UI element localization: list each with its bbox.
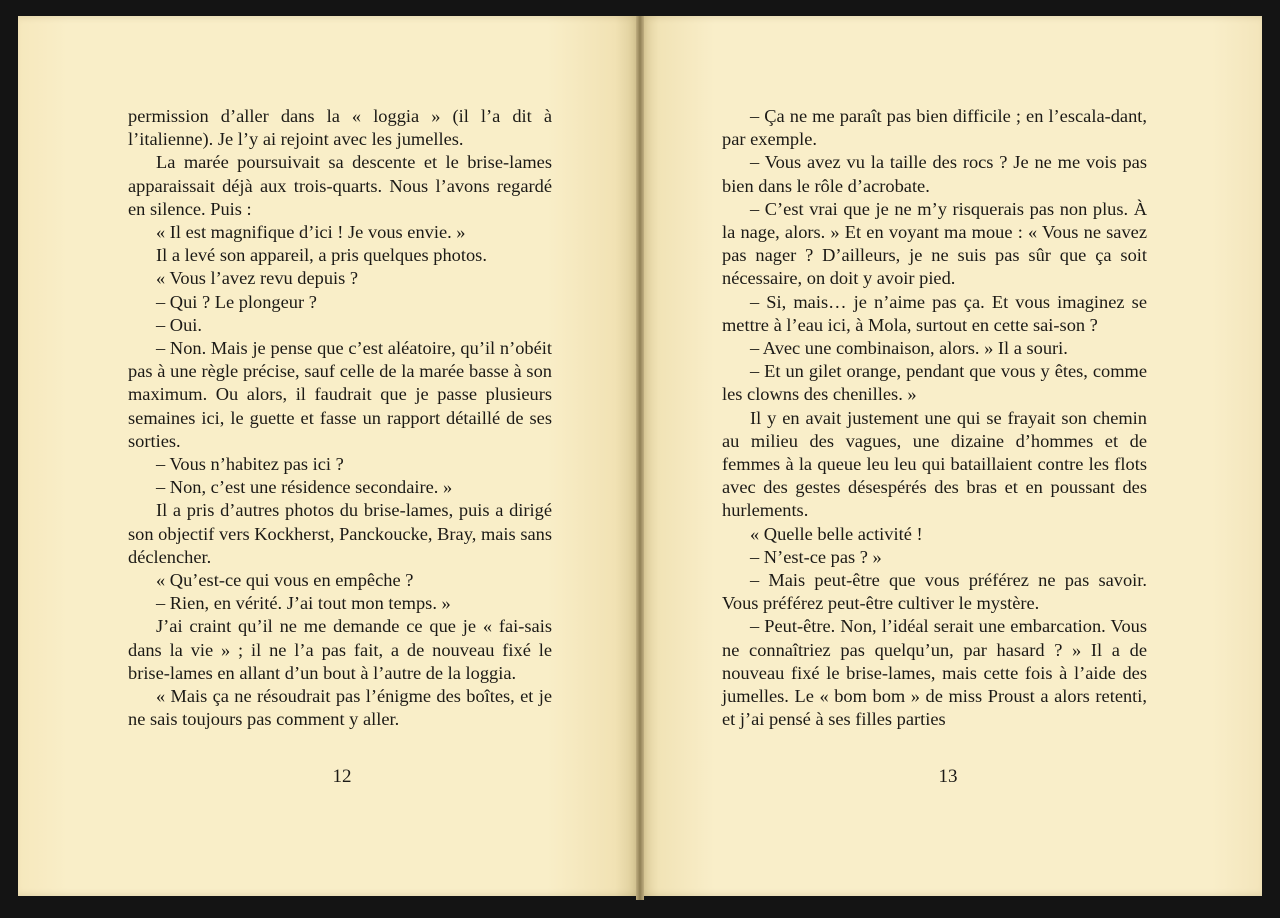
paragraph: – Vous avez vu la taille des rocs ? Je ne me vois pas bien dans le rôle d’acrobate.	[722, 152, 1147, 196]
paragraph: « Qu’est-ce qui vous en empêche ?	[156, 570, 414, 591]
right-page-text	[722, 105, 1147, 731]
paragraph: « Mais ça ne résoudrait pas l’énigme des boîtes, et je ne sais toujours pas comment y aller.	[128, 686, 552, 730]
right-page-number: 13	[938, 766, 958, 787]
left-page	[18, 16, 640, 896]
paragraph: – Oui.	[156, 314, 202, 335]
right-page	[640, 16, 1262, 896]
paragraph: Il a levé son appareil, a pris quelques photos.	[156, 245, 487, 266]
book-spread	[18, 16, 1264, 900]
paragraph: – Peut-être. Non, l’idéal serait une embarcation. Vous ne connaîtriez pas quelqu’un, par hasard ? » Il a de nouveau fixé le brise-lames, mais cette fois à l’aide des jumelles. Le « bom bom » de miss Proust a alors retenti, et j’ai pensé à ses filles parties	[722, 616, 1147, 730]
paragraph: « Quelle belle activité !	[750, 523, 923, 544]
paragraph: – Ça ne me paraît pas bien difficile ; en l’escala-dant, par exemple.	[722, 106, 1147, 150]
paragraph: Il a pris d’autres photos du brise-lames, puis a dirigé son objectif vers Kockherst, Panckoucke, Bray, mais sans déclencher.	[128, 500, 552, 567]
paragraph: – Non. Mais je pense que c’est aléatoire, qu’il n’obéit pas à une règle précise, sauf celle de la marée basse à son maximum. Ou alors, il faudrait que je passe plusieurs semaines ici, le guette et fasse un rapport détaillé de ses sorties.	[128, 338, 552, 451]
paragraph: – Qui ? Le plongeur ?	[156, 291, 317, 312]
paragraph: – Vous n’habitez pas ici ?	[156, 454, 344, 475]
book-gutter	[636, 16, 644, 900]
left-page-number: 12	[332, 766, 352, 787]
paragraph: – N’est-ce pas ? »	[750, 546, 882, 567]
paragraph: permission d’aller dans la « loggia » (il l’a dit à l’italienne). Je l’y ai rejoint avec les jumelles.	[128, 106, 552, 150]
paragraph: – Rien, en vérité. J’ai tout mon temps. »	[156, 593, 451, 614]
paragraph: – Non, c’est une résidence secondaire. »	[156, 477, 453, 498]
paragraph: – Avec une combinaison, alors. » Il a souri.	[750, 338, 1068, 359]
paragraph: Il y en avait justement une qui se frayait son chemin au milieu des vagues, une dizaine d’hommes et de femmes à la queue leu leu qui bataillaient contre les flots avec des gestes désespérés des bras et en poussant des hurlements.	[722, 407, 1147, 521]
paragraph: – Si, mais… je n’aime pas ça. Et vous imaginez se mettre à l’eau ici, à Mola, surtout en cette sai-son ?	[722, 291, 1147, 335]
paragraph: – Et un gilet orange, pendant que vous y êtes, comme les clowns des chenilles. »	[722, 361, 1147, 405]
paragraph: La marée poursuivait sa descente et le brise-lames apparaissait déjà aux trois-quarts. Nous l’avons regardé en silence. Puis :	[128, 152, 552, 219]
paragraph: « Il est magnifique d’ici ! Je vous envie. »	[156, 222, 466, 243]
paragraph: J’ai craint qu’il ne me demande ce que je « fai-sais dans la vie » ; il ne l’a pas fait, a de nouveau fixé le brise-lames en allant d’un bout à l’autre de la loggia.	[128, 616, 552, 683]
paragraph: « Vous l’avez revu depuis ?	[156, 268, 359, 289]
paragraph: – Mais peut-être que vous préférez ne pas savoir. Vous préférez peut-être cultiver le mystère.	[722, 570, 1147, 614]
left-page-text	[128, 105, 552, 731]
paragraph: – C’est vrai que je ne m’y risquerais pas non plus. À la nage, alors. » Et en voyant ma moue : « Vous ne savez pas nager ? D’ailleurs, je ne suis pas sûr que ça soit nécessaire, on doit y avoir pied.	[722, 198, 1147, 289]
